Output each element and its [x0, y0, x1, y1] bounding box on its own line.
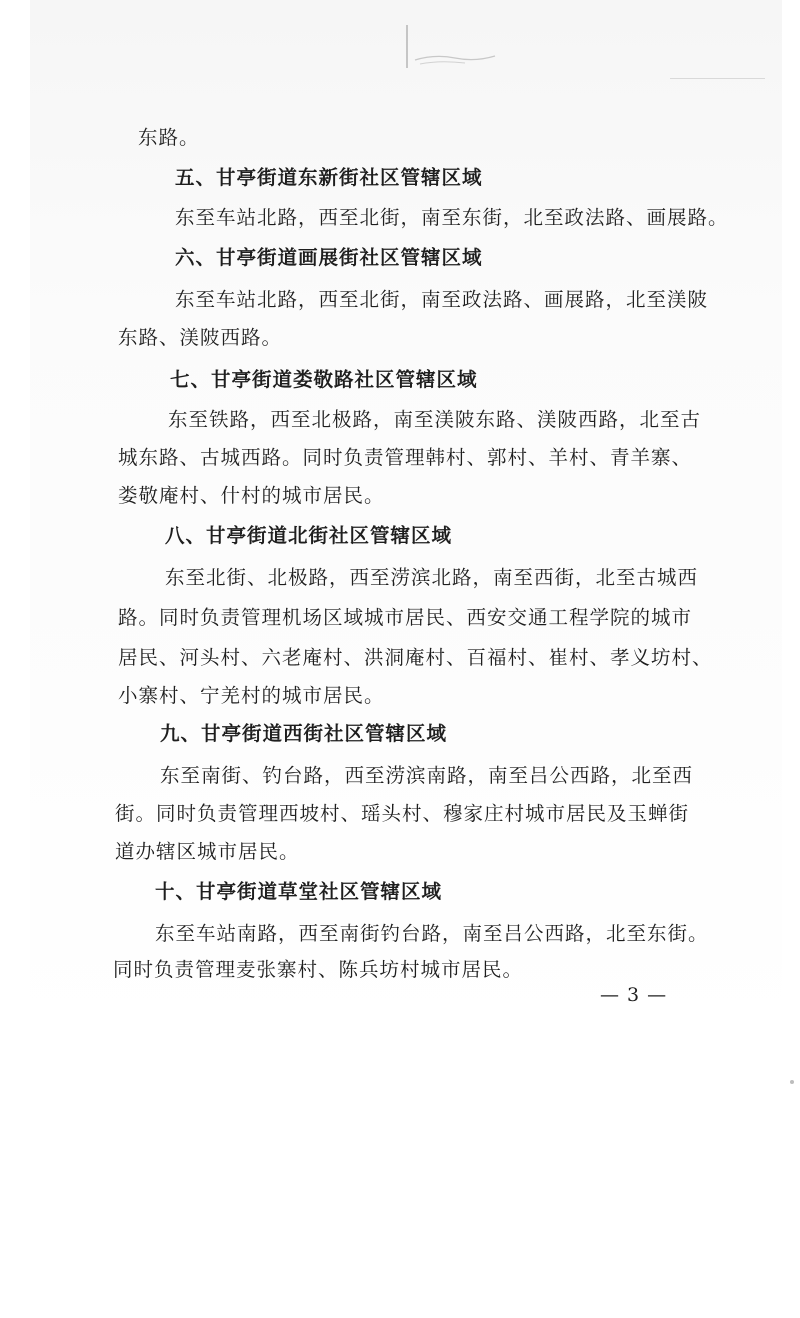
body-line-7: 娄敬庵村、什村的城市居民。: [118, 484, 385, 507]
body-line-3: 东至车站北路，西至北街，南至政法路、画展路，北至渼陂: [175, 288, 709, 311]
section-heading-10: 十、甘亭街道草堂社区管辖区域: [155, 880, 443, 903]
body-line-2: 东至车站北路，西至北街，南至东街，北至政法路、画展路。: [175, 206, 729, 229]
body-line-1: 东路。: [138, 126, 200, 149]
body-line-13: 街。同时负责管理西坡村、瑶头村、穆家庄村城市居民及玉蝉街: [115, 802, 690, 825]
section-heading-7: 七、甘亭街道娄敬路社区管辖区域: [170, 368, 478, 391]
body-line-12: 东至南街、钓台路，西至涝滨南路，南至吕公西路，北至西: [160, 764, 694, 787]
section-heading-8: 八、甘亭街道北街社区管辖区域: [165, 524, 453, 547]
body-line-15: 东至车站南路，西至南街钓台路，南至吕公西路，北至东街。: [155, 922, 709, 945]
body-line-14: 道办辖区城市居民。: [115, 840, 300, 863]
body-line-6: 城东路、古城西路。同时负责管理韩村、郭村、羊村、青羊寨、: [118, 446, 693, 469]
body-line-5: 东至铁路，西至北极路，南至渼陂东路、渼陂西路，北至古: [168, 408, 702, 431]
section-heading-6: 六、甘亭街道画展街社区管辖区域: [175, 246, 483, 269]
body-line-10: 居民、河头村、六老庵村、洪洞庵村、百福村、崔村、孝义坊村、: [118, 646, 713, 669]
section-heading-9: 九、甘亭街道西街社区管辖区域: [160, 722, 448, 745]
binding-mark-icon: [395, 20, 505, 70]
page-number: — 3 —: [600, 984, 668, 1006]
body-line-4: 东路、渼陂西路。: [118, 326, 283, 349]
body-line-8: 东至北街、北极路，西至涝滨北路，南至西街，北至古城西: [165, 566, 699, 589]
body-line-11: 小寨村、宁羌村的城市居民。: [118, 684, 385, 707]
section-heading-5: 五、甘亭街道东新街社区管辖区域: [175, 166, 483, 189]
body-line-16: 同时负责管理麦张寨村、陈兵坊村城市居民。: [113, 958, 524, 981]
scan-speck: [790, 1080, 794, 1084]
top-edge-line: [670, 78, 765, 79]
body-line-9: 路。同时负责管理机场区域城市居民、西安交通工程学院的城市: [118, 606, 693, 629]
